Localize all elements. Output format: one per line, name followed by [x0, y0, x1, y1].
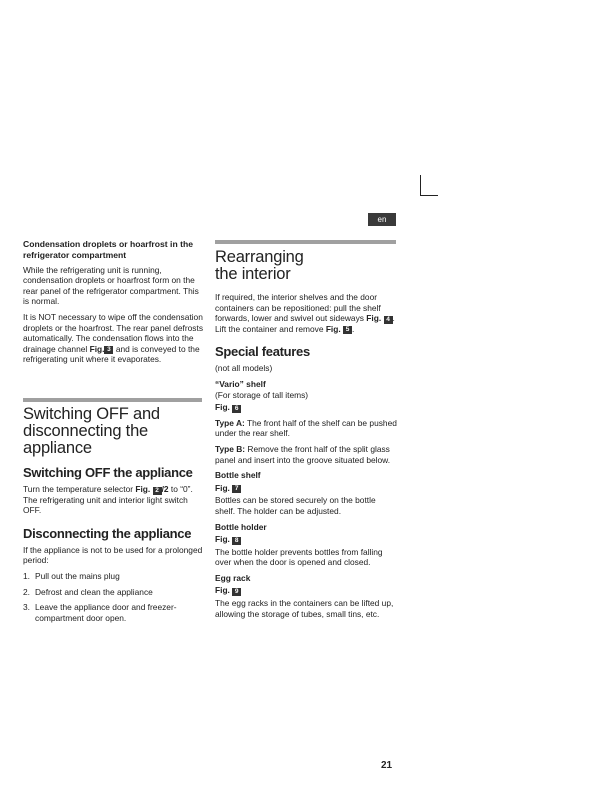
disconnecting-heading: Disconnecting the appliance	[23, 525, 192, 541]
vario-fig: Fig. 6	[215, 402, 397, 413]
fig-number-9: 9	[232, 588, 241, 596]
fig-number-6: 6	[232, 405, 241, 413]
fig-number-7: 7	[232, 485, 241, 493]
egg-rack-fig: Fig. 9	[215, 585, 397, 596]
switching-heading: Switching OFF and disconnecting the appliance	[23, 405, 160, 457]
vario-type-b: Type B: Remove the front half of the split glass panel and insert into the groove situated below.	[215, 443, 391, 465]
condensation-paragraph-1: While the refrigerating unit is running, condensation droplets or hoarfrost form on the rear panel of the refrigerator compartment. This is normal.	[23, 264, 199, 307]
left-column	[23, 239, 203, 370]
switching-off-heading: Switching OFF the appliance	[23, 465, 193, 480]
fig-number-2: 2	[153, 487, 162, 495]
disconnecting-intro: If the appliance is not to be used for a prolonged period:	[23, 544, 203, 566]
special-features-heading: Special features	[215, 344, 310, 360]
bottle-shelf-text: Bottles can be stored securely on the bottle shelf. The holder can be adjusted.	[215, 495, 376, 516]
disconnecting-steps	[23, 571, 203, 623]
crop-mark	[420, 175, 438, 196]
bottle-shelf-title: Bottle shelf	[215, 470, 261, 481]
list-item: 2. Defrost and clean the appliance	[23, 586, 153, 597]
right-column	[215, 249, 397, 624]
section-rule-left	[23, 398, 202, 402]
bottle-holder-text: The bottle holder prevents bottles from falling over when the door is opened and closed.	[215, 546, 383, 568]
vario-type-a: Type A: The front half of the shelf can be pushed under the rear shelf.	[215, 417, 397, 439]
fig-number-4: 4	[384, 316, 393, 324]
egg-rack-title: Egg rack	[215, 572, 251, 583]
fig-number-3: 3	[104, 346, 113, 354]
fig-label: Fig.	[89, 343, 105, 354]
condensation-paragraph-2: It is NOT necessary to wipe off the condensation droplets or the hoarfrost. The rear panel defrosts automatically. The condensation flows into the drainage channel Fig. 3 and is conveyed to the refrigerating unit where it evaporates.	[23, 311, 204, 365]
fig-number-5: 5	[343, 326, 352, 334]
rearranging-text: If required, the interior shelves and the door containers can be repositioned: pull the shelf forwards, lower and swivel out sideways Fig. 4 . Lift the container and remove Fig. 5 .	[215, 292, 395, 334]
bottle-holder-fig: Fig. 8	[215, 534, 397, 545]
list-item: 1. Pull out the mains plug	[23, 570, 120, 581]
list-item: 3. Leave the appliance door and freezer-compartment door open.	[23, 602, 177, 623]
page-number: 21	[381, 760, 393, 771]
switching-off-text: Turn the temperature selector Fig. 2 /2 to “0”. The refrigerating unit and interior light switch OFF.	[23, 484, 193, 516]
rearranging-heading: Rearranging the interior	[215, 248, 304, 283]
egg-rack-text: The egg racks in the containers can be lifted up, allowing the storage of tubes, small tins, etc.	[215, 598, 394, 619]
vario-shelf-subtitle: (For storage of tall items)	[215, 389, 309, 400]
bottle-shelf-fig: Fig. 7	[215, 483, 397, 494]
vario-shelf-title: “Vario” shelf	[215, 378, 266, 389]
language-badge: en	[368, 213, 396, 226]
left-column-lower	[23, 406, 203, 628]
section-rule-right	[215, 240, 396, 244]
fig-number-8: 8	[232, 537, 241, 545]
bottle-holder-title: Bottle holder	[215, 521, 267, 532]
special-features-note: (not all models)	[215, 363, 273, 374]
condensation-title: Condensation droplets or hoarfrost in the refrigerator compartment	[23, 239, 193, 260]
